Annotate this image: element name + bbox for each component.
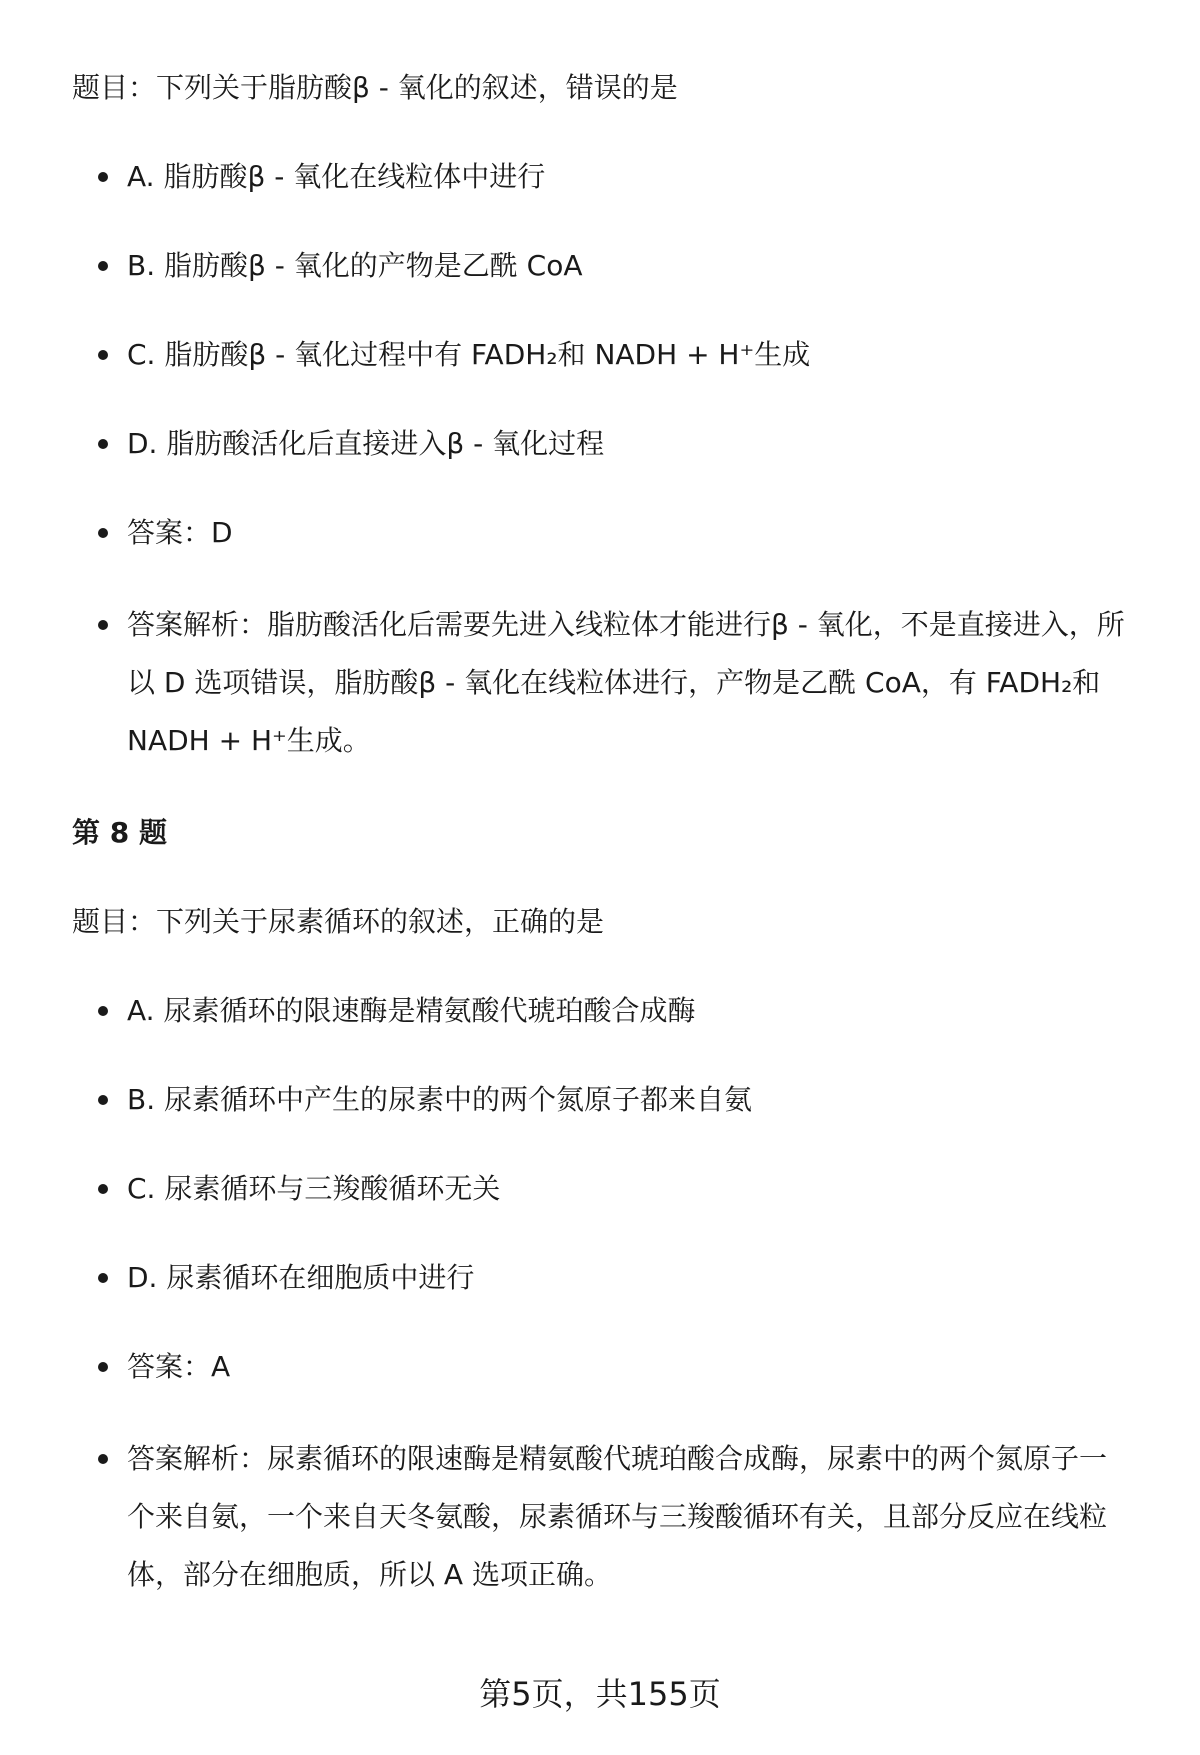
question-8-heading: 第 8 题 [72,816,167,849]
question-8-option-b: B. 尿素循环中产生的尿素中的两个氮原子都来自氨 [72,1074,1132,1126]
question-8-stem: 题目：下列关于尿素循环的叙述，正确的是 [72,905,605,938]
question-7-option-a: A. 脂肪酸β - 氧化在线粒体中进行 [72,151,1132,203]
question-8-option-d: D. 尿素循环在细胞质中进行 [72,1252,1132,1304]
question-8-option-c: C. 尿素循环与三羧酸循环无关 [72,1163,1132,1215]
question-8-answer: 答案：A [72,1341,1132,1393]
question-7-stem: 题目：下列关于脂肪酸β - 氧化的叙述，错误的是 [72,71,678,104]
question-8-options [72,985,1132,1604]
question-8-explanation: 答案解析：尿素循环的限速酶是精氨酸代琥珀酸合成酶，尿素中的两个氮原子一个来自氨，一个来自天冬氨酸，尿素循环与三羧酸循环有关，且部分反应在线粒体，部分在细胞质，所以 A 选项正确。 [72,1430,1132,1604]
question-7-option-b: B. 脂肪酸β - 氧化的产物是乙酰 CoA [72,240,1132,292]
page-content [72,62,1132,1641]
page-number-footer: 第5页，共155页 [479,1675,721,1713]
question-7-answer: 答案：D [72,507,1132,559]
question-7-option-d: D. 脂肪酸活化后直接进入β - 氧化过程 [72,418,1132,470]
question-8-option-a: A. 尿素循环的限速酶是精氨酸代琥珀酸合成酶 [72,985,1132,1037]
question-7-explanation: 答案解析：脂肪酸活化后需要先进入线粒体才能进行β - 氧化，不是直接进入，所以 D 选项错误，脂肪酸β - 氧化在线粒体进行，产物是乙酰 CoA，有 FADH₂和 NADH + H⁺生成。 [72,596,1132,770]
question-7-option-c: C. 脂肪酸β - 氧化过程中有 FADH₂和 NADH + H⁺生成 [72,329,1132,381]
question-7-options [72,151,1132,770]
